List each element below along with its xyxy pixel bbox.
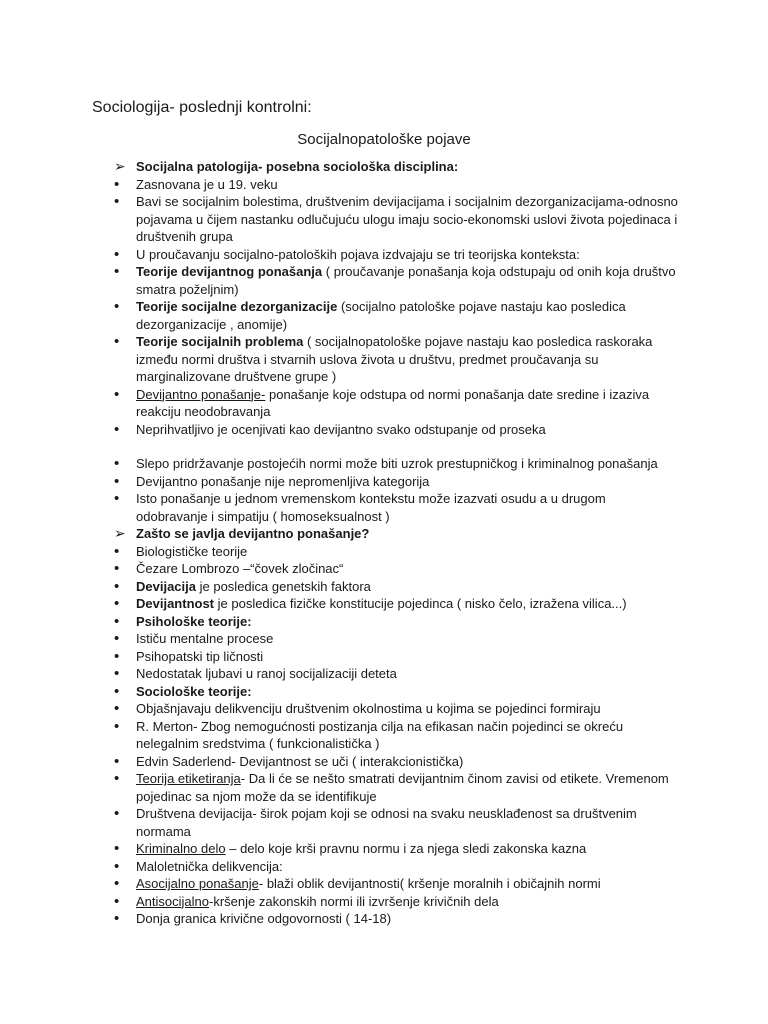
list-item-text: Zašto se javlja devijantno ponašanje?: [136, 526, 370, 541]
list-item-text: Biologističke teorije: [136, 543, 248, 559]
list-item: [110, 595, 680, 613]
list-item: [110, 893, 680, 911]
list-item: [110, 840, 680, 858]
list-item: [110, 910, 680, 928]
list-item-text: Sociološke teorije:: [136, 683, 252, 699]
bullet-icon: [114, 875, 130, 893]
bullet-icon: [114, 543, 130, 561]
list-item: [110, 421, 680, 439]
list-item-text: U proučavanju socijalno-patoloških pojava izdvajaju se tri teorijska konteksta:: [136, 246, 580, 262]
list-item-text: Devijacija: [136, 578, 196, 594]
bullet-icon: [114, 386, 130, 404]
list-item-text: Ističu mentalne procese: [136, 631, 274, 646]
list-item-text: Teorije devijantnog ponašanja: [136, 264, 323, 279]
bullet-icon: [114, 421, 130, 439]
bullet-icon: [114, 176, 130, 194]
list-item-text: Neprihvatljivo je ocenjivati kao devijantno svako odstupanje od proseka: [136, 421, 546, 437]
bullet-icon: [114, 490, 130, 508]
list-item-text: - blaži oblik devijantnosti( kršenje moralnih i običajnih normi: [258, 876, 601, 891]
bullet-icon: [114, 718, 130, 736]
list-item-text: Kriminalno delo: [136, 841, 226, 856]
list-item: [110, 770, 680, 805]
list-item-text: Asocijalno ponašanje: [136, 876, 259, 891]
list-item-text: je posledica fizičke konstitucije pojedinca ( nisko čelo, izražena vilica...): [214, 596, 627, 611]
bullet-icon: [114, 613, 130, 631]
list-item: [110, 490, 680, 525]
list-item: [110, 700, 680, 718]
list-item: [110, 578, 680, 596]
list-item: [110, 858, 680, 876]
list-item-text: Devijantno ponašanje nije nepromenljiva kategorija: [136, 473, 430, 489]
list-item-text: Teorije socijalne dezorganizacije: [136, 299, 338, 314]
list-item: [110, 630, 680, 648]
list-item: [110, 683, 680, 701]
notes-list: [110, 158, 680, 928]
list-item: [110, 333, 680, 386]
list-item-text: Objašnjavaju delikvenciju društvenim okolnostima u kojima se pojedinci formiraju: [136, 701, 601, 716]
list-item-text: Društvena devijacija- širok pojam koji se odnosi na svaku neusklađenost sa društvenim normama: [136, 806, 637, 839]
list-item: [110, 455, 680, 473]
bullet-icon: [114, 683, 130, 701]
list-item: [110, 158, 680, 176]
bullet-icon: [114, 246, 130, 264]
list-item: [110, 246, 680, 264]
list-item-text: Donja granica krivične odgovornosti ( 14-18): [136, 911, 392, 926]
bullet-icon: [114, 473, 130, 491]
bullet-icon: [114, 910, 130, 928]
list-item-text: ponašanje koje odstupa od normi ponašanja date sredine i izaziva reakciju neodobravanja: [136, 386, 650, 419]
list-item: [110, 665, 680, 683]
page-title: Sociologija- poslednji kontrolni:: [92, 99, 312, 116]
bullet-icon: [114, 805, 130, 823]
list-item-text: Teorija etiketiranja: [136, 771, 241, 786]
arrow-bullet-icon: [114, 158, 130, 176]
list-item-text: ( proučavanje ponašanja koja odstupaju od onih koja društvo smatra poželjnim): [136, 264, 676, 297]
bullet-icon: [114, 578, 130, 596]
list-item-text: - Da li će se nešto smatrati devijantnim činom zavisi od etikete. Vremenom pojedinac sa njom može da se identifikuje: [136, 771, 669, 804]
list-item-text: Nedostatak ljubavi u ranoj socijalizaciji deteta: [136, 666, 397, 681]
list-item: [110, 193, 680, 246]
bullet-icon: [114, 630, 130, 648]
bullet-icon: [114, 648, 130, 666]
list-item-text: (socijalno patološke pojave nastaju kao posledica dezorganizacije , anomije): [136, 299, 626, 332]
bullet-icon: [114, 700, 130, 718]
list-item-text: je posledica genetskih faktora: [196, 578, 371, 594]
list-item-text: Slepo pridržavanje postojećih normi može biti uzrok prestupničkog i kriminalnog ponašanja: [136, 456, 658, 471]
list-item-text: Psihopatski tip ličnosti: [136, 648, 264, 664]
list-item: [110, 543, 680, 561]
list-item-text: Antisocijalno: [136, 893, 209, 909]
list-item: [110, 805, 680, 840]
list-item: [110, 473, 680, 491]
list-item-text: R. Merton- Zbog nemogućnosti postizanja cilja na efikasan način pojedinci se okreću nelegalnim sredstvima ( funkcionalistička ): [136, 718, 624, 751]
bullet-icon: [114, 840, 130, 858]
list-item: [110, 718, 680, 753]
bullet-icon: [114, 560, 130, 578]
list-item: [110, 298, 680, 333]
list-item-text: Psihološke teorije:: [136, 613, 252, 629]
list-item-text: ( socijalnopatološke pojave nastaju kao posledica raskoraka između normi društva i stvarnih uslova života u društvu, predmet proučavanja su marginalizovane društvene grupe ): [136, 334, 653, 384]
list-item: [110, 525, 680, 543]
list-item: [110, 560, 680, 578]
bullet-icon: [114, 753, 130, 771]
bullet-icon: [114, 595, 130, 613]
arrow-bullet-icon: [114, 525, 130, 543]
list-item-text: Edvin Saderlend- Devijantnost se uči ( interakcionistička): [136, 753, 464, 769]
list-item-text: Čezare Lombrozo –“čovek zločinac“: [136, 561, 344, 576]
list-item-text: -kršenje zakonskih normi ili izvršenje krivičnih dela: [209, 893, 499, 909]
list-item-text: Socijalna patologija- posebna sociološka disciplina:: [136, 159, 459, 174]
list-item-text: Devijantno ponašanje-: [136, 386, 266, 402]
list-item-text: Isto ponašanje u jednom vremenskom kontekstu može izazvati osudu a u drugom odobravanje i simpatiju ( homoseksualnost ): [136, 491, 606, 524]
list-item: [110, 753, 680, 771]
list-item: [110, 386, 680, 421]
bullet-icon: [114, 665, 130, 683]
bullet-icon: [114, 298, 130, 316]
list-item-text: Devijantnost: [136, 596, 215, 611]
bullet-icon: [114, 333, 130, 351]
bullet-icon: [114, 455, 130, 473]
bullet-icon: [114, 770, 130, 788]
list-item: [110, 176, 680, 194]
list-item: [110, 875, 680, 893]
list-item: [110, 263, 680, 298]
list-item-text: – delo koje krši pravnu normu i za njega sledi zakonska kazna: [225, 841, 587, 856]
list-item: [110, 613, 680, 631]
list-item-text: Maloletnička delikvencija:: [136, 858, 283, 874]
list-item-text: Bavi se socijalnim bolestima, društvenim devijacijama i socijalnim dezorganizacijama-odnosno pojavama u čijem nastanku odlučujuću ulogu imaju socio-ekonomski uslovi života pojedinaca i društvenih grupa: [136, 194, 678, 244]
list-item: [110, 648, 680, 666]
section-subtitle: Socijalnopatološke pojave: [297, 131, 471, 148]
list-item-text: Teorije socijalnih problema: [136, 334, 304, 349]
bullet-icon: [114, 858, 130, 876]
bullet-icon: [114, 193, 130, 211]
bullet-icon: [114, 263, 130, 281]
list-item-text: Zasnovana je u 19. veku: [136, 176, 278, 192]
bullet-icon: [114, 893, 130, 911]
